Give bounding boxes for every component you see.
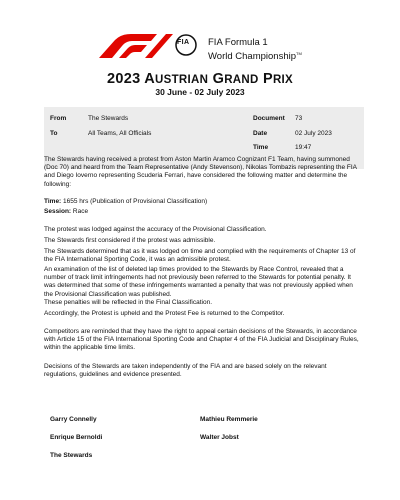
signature-enrique-bernoldi: Enrique Bernoldi bbox=[50, 434, 103, 441]
signature-walter-jobst: Walter Jobst bbox=[200, 434, 239, 441]
intro-paragraph: The Stewards having received a protest from Aston Martin Aramco Cognizant F1 Team, having summoned (Doc 70) and heard from the Team Representative (Andy Stevenson), Nikolas Tombazis representing the FIA and Diego Ioverno representing Scuderia Ferrari, have considered the following matter and determine the following: bbox=[44, 156, 357, 188]
independence-paragraph: Decisions of the Stewards are taken independently of the FIA and are based solely on the relevant regulations, guidelines and evidence presented. bbox=[44, 363, 327, 379]
championship-name bbox=[208, 37, 302, 62]
paragraph-2: The Stewards first considered if the protest was admissible. bbox=[44, 237, 216, 244]
paragraph-5: These penalties will be reflected in the Final Classification. bbox=[44, 299, 213, 306]
document-label: Document bbox=[253, 115, 285, 122]
fia-label: FIA bbox=[177, 39, 190, 46]
to-label: To bbox=[50, 130, 58, 137]
paragraph-1: The protest was lodged against the accuracy of the Provisional Classification. bbox=[44, 226, 267, 233]
document-value: 73 bbox=[295, 115, 303, 122]
paragraph-3: The Stewards determined that as it was lodged on time and complied with the requirements of Chapter 13 of the FIA International Sporting Code, it was an admissible protest. bbox=[44, 248, 356, 264]
from-label: From bbox=[50, 115, 67, 122]
wc-line1: FIA Formula 1 bbox=[208, 37, 268, 48]
wc-line2: World Championship™ bbox=[208, 51, 302, 63]
signature-garry-connelly: Garry Connelly bbox=[50, 416, 97, 423]
from-value: The Stewards bbox=[88, 115, 129, 122]
date-label: Date bbox=[253, 130, 268, 137]
time-label: Time bbox=[253, 144, 269, 151]
signature-mathieu-remmerie: Mathieu Remmerie bbox=[200, 416, 258, 423]
date-value: 02 July 2023 bbox=[295, 130, 332, 137]
appeal-paragraph: Competitors are reminded that they have the right to appeal certain decisions of the Stewards, in accordance with Article 15 of the FIA International Sporting Code and Chapter 4 of the FIA Judicial and Disciplinary Rules, within the applicable time limits. bbox=[44, 328, 359, 352]
f1-logo-icon bbox=[95, 32, 173, 60]
event-dates: 30 June - 02 July 2023 bbox=[155, 87, 245, 97]
time-value: 19:47 bbox=[295, 144, 312, 151]
time-line: Time: 1655 hrs (Publication of Provisional Classification) bbox=[44, 198, 208, 205]
paragraph-6: Accordingly, the Protest is upheld and the Protest Fee is returned to the Competitor. bbox=[44, 310, 285, 317]
event-title: 2023 AUSTRIAN GRAND PRIX bbox=[106, 71, 294, 87]
signature-the-stewards: The Stewards bbox=[50, 452, 93, 459]
session-line: Session: Race bbox=[44, 208, 89, 215]
fia-f1-logo bbox=[95, 30, 355, 64]
to-value: All Teams, All Officials bbox=[88, 130, 152, 137]
paragraph-4: An examination of the list of deleted lap times provided to the Stewards by Race Control, revealed that a number of track limit infringements had not previously been referred to the Stewards for potential penalty. It was determined that some of these infringements warranted a penalty that was not previously applied when the Provisional Classification was published. bbox=[44, 266, 353, 298]
